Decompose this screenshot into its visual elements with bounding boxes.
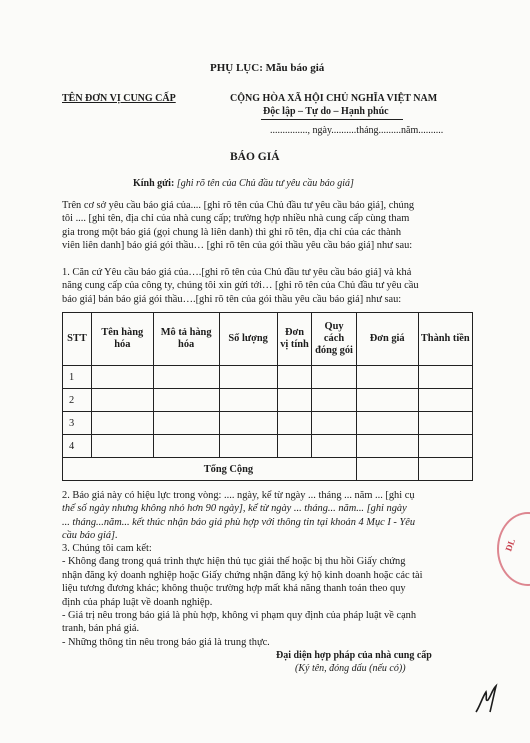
cell xyxy=(418,435,472,458)
section-3-heading: 3. Chúng tôi cam kết: xyxy=(62,543,152,554)
intro-line: viên liên danh] báo giá gói thầu… [ghi rõ tên của gói thầu yêu cầu báo giá] như sau: xyxy=(62,240,413,252)
section-2 xyxy=(62,489,482,543)
table-row xyxy=(63,366,473,389)
col-header: Số lượng xyxy=(219,313,277,366)
supplier-name: TÊN ĐƠN VỊ CUNG CẤP xyxy=(62,93,176,104)
commitment-line: nhận đăng ký doanh nghiệp hoặc Giấy chứng nhận đăng ký hộ kinh doanh hoặc các tài xyxy=(62,569,423,581)
cell xyxy=(312,412,356,435)
table-row xyxy=(63,389,473,412)
motto: Độc lập – Tự do – Hạnh phúc xyxy=(263,106,389,117)
motto-underline xyxy=(261,119,403,120)
cell xyxy=(277,366,312,389)
table-row xyxy=(63,435,473,458)
cell xyxy=(418,458,472,481)
table-total-row xyxy=(63,458,473,481)
cell xyxy=(418,412,472,435)
commitment-line: tranh, bán phá giá. xyxy=(62,623,140,635)
commitment-line: - Không đang trong quá trình thực hiện thủ tục giải thể hoặc bị thu hồi Giấy chứng xyxy=(62,556,406,568)
col-header: Tên hàng hóa xyxy=(91,313,153,366)
table-header-row xyxy=(63,313,473,366)
cell xyxy=(356,435,418,458)
col-header: Quy cách đóng gói xyxy=(312,313,356,366)
col-header: Mô tả hàng hóa xyxy=(153,313,219,366)
cell xyxy=(312,366,356,389)
col-header: Đơn vị tính xyxy=(277,313,312,366)
cell xyxy=(356,412,418,435)
cell xyxy=(356,389,418,412)
cell xyxy=(153,435,219,458)
cell xyxy=(91,366,153,389)
row-number: 3 xyxy=(63,412,92,435)
cell xyxy=(91,435,153,458)
cell xyxy=(219,412,277,435)
total-label: Tổng Cộng xyxy=(63,458,357,481)
section-3 xyxy=(62,542,482,649)
row-number: 2 xyxy=(63,389,92,412)
section-2-line: ... tháng...năm... kết thúc nhận báo giá phù hợp với thông tin tại khoản 4 Mục I - Yêu xyxy=(62,516,416,528)
cell xyxy=(277,435,312,458)
cell xyxy=(277,412,312,435)
signature-note: (Ký tên, đóng dấu (nếu có)) xyxy=(295,663,406,674)
appendix-title: PHỤ LỤC: Mẫu báo giá xyxy=(210,62,325,74)
section-2-line: 2. Báo giá này có hiệu lực trong vòng: .... ngày, kể từ ngày ... tháng ... năm ... [ghi cụ xyxy=(62,490,415,501)
section-1 xyxy=(62,266,482,306)
col-header: Thành tiền xyxy=(418,313,472,366)
greeting xyxy=(133,178,354,189)
stamp-mark-text: DL xyxy=(503,537,518,553)
commitment-line: liệu tương đương khác; không thuộc trường hợp mất khả năng thanh toán theo quy xyxy=(62,583,406,595)
cell xyxy=(418,366,472,389)
cell xyxy=(418,389,472,412)
section-2-line: thể số ngày nhưng không nhỏ hơn 90 ngày], kể từ ngày ... tháng... năm... [ghi ngày xyxy=(62,503,407,515)
commitment-line: định của pháp luật về doanh nghiệp. xyxy=(62,596,213,608)
cell xyxy=(277,389,312,412)
cell xyxy=(356,458,418,481)
cell xyxy=(312,435,356,458)
section-1-line: năng cung cấp của công ty, chúng tôi xin gửi tới… [ghi rõ tên của Chủ đầu tư yêu cầu xyxy=(62,280,419,292)
doc-title: BÁO GIÁ xyxy=(230,151,280,163)
date-line: ..............., ngày..........tháng.........năm.......... xyxy=(270,125,444,136)
intro-line: tôi .... [ghi tên, địa chỉ của nhà cung cấp; trường hợp nhiều nhà cung cấp cùng tham xyxy=(62,213,410,225)
commitment-line: - Giá trị nêu trong báo giá là phù hợp, không vi phạm quy định của pháp luật về cạnh xyxy=(62,610,417,622)
table-row xyxy=(63,412,473,435)
intro-paragraph xyxy=(62,199,482,253)
cell xyxy=(356,366,418,389)
row-number: 1 xyxy=(63,366,92,389)
cell xyxy=(91,389,153,412)
cell xyxy=(219,366,277,389)
commitment-line: - Những thông tin nêu trong báo giá là trung thực. xyxy=(62,636,270,648)
cell xyxy=(91,412,153,435)
row-number: 4 xyxy=(63,435,92,458)
section-1-line: báo giá] bản báo giá gói thầu….[ghi rõ tên của gói thầu yêu cầu báo giá] như sau: xyxy=(62,293,402,305)
col-header: Đơn giá xyxy=(356,313,418,366)
signature-mark-icon xyxy=(472,682,500,716)
republic-heading: CỘNG HÒA XÃ HỘI CHỦ NGHĨA VIỆT NAM xyxy=(230,93,438,104)
intro-line: gia trong một báo giá (gọi chung là liên danh) thì ghi rõ tên, địa chỉ của các thành xyxy=(62,226,402,238)
section-1-line: 1. Căn cứ Yêu cầu báo giá của….[ghi rõ tên của Chủ đầu tư yêu cầu báo giá] và khả xyxy=(62,267,412,278)
cell xyxy=(153,389,219,412)
cell xyxy=(219,435,277,458)
section-2-line: cầu báo giá]. xyxy=(62,530,118,542)
signature-title: Đại diện hợp pháp của nhà cung cấp xyxy=(276,650,432,661)
intro-line: Trên cơ sở yêu cầu báo giá của.... [ghi rõ tên của Chủ đầu tư yêu cầu báo giá], chúng xyxy=(62,200,415,211)
cell xyxy=(153,412,219,435)
greeting-value: [ghi rõ tên của Chủ đầu tư yêu cầu báo giá] xyxy=(176,178,354,189)
cell xyxy=(153,366,219,389)
cell xyxy=(312,389,356,412)
cell xyxy=(219,389,277,412)
col-header: STT xyxy=(63,313,92,366)
quotation-table xyxy=(62,312,473,481)
greeting-label: Kính gửi: xyxy=(133,178,175,189)
